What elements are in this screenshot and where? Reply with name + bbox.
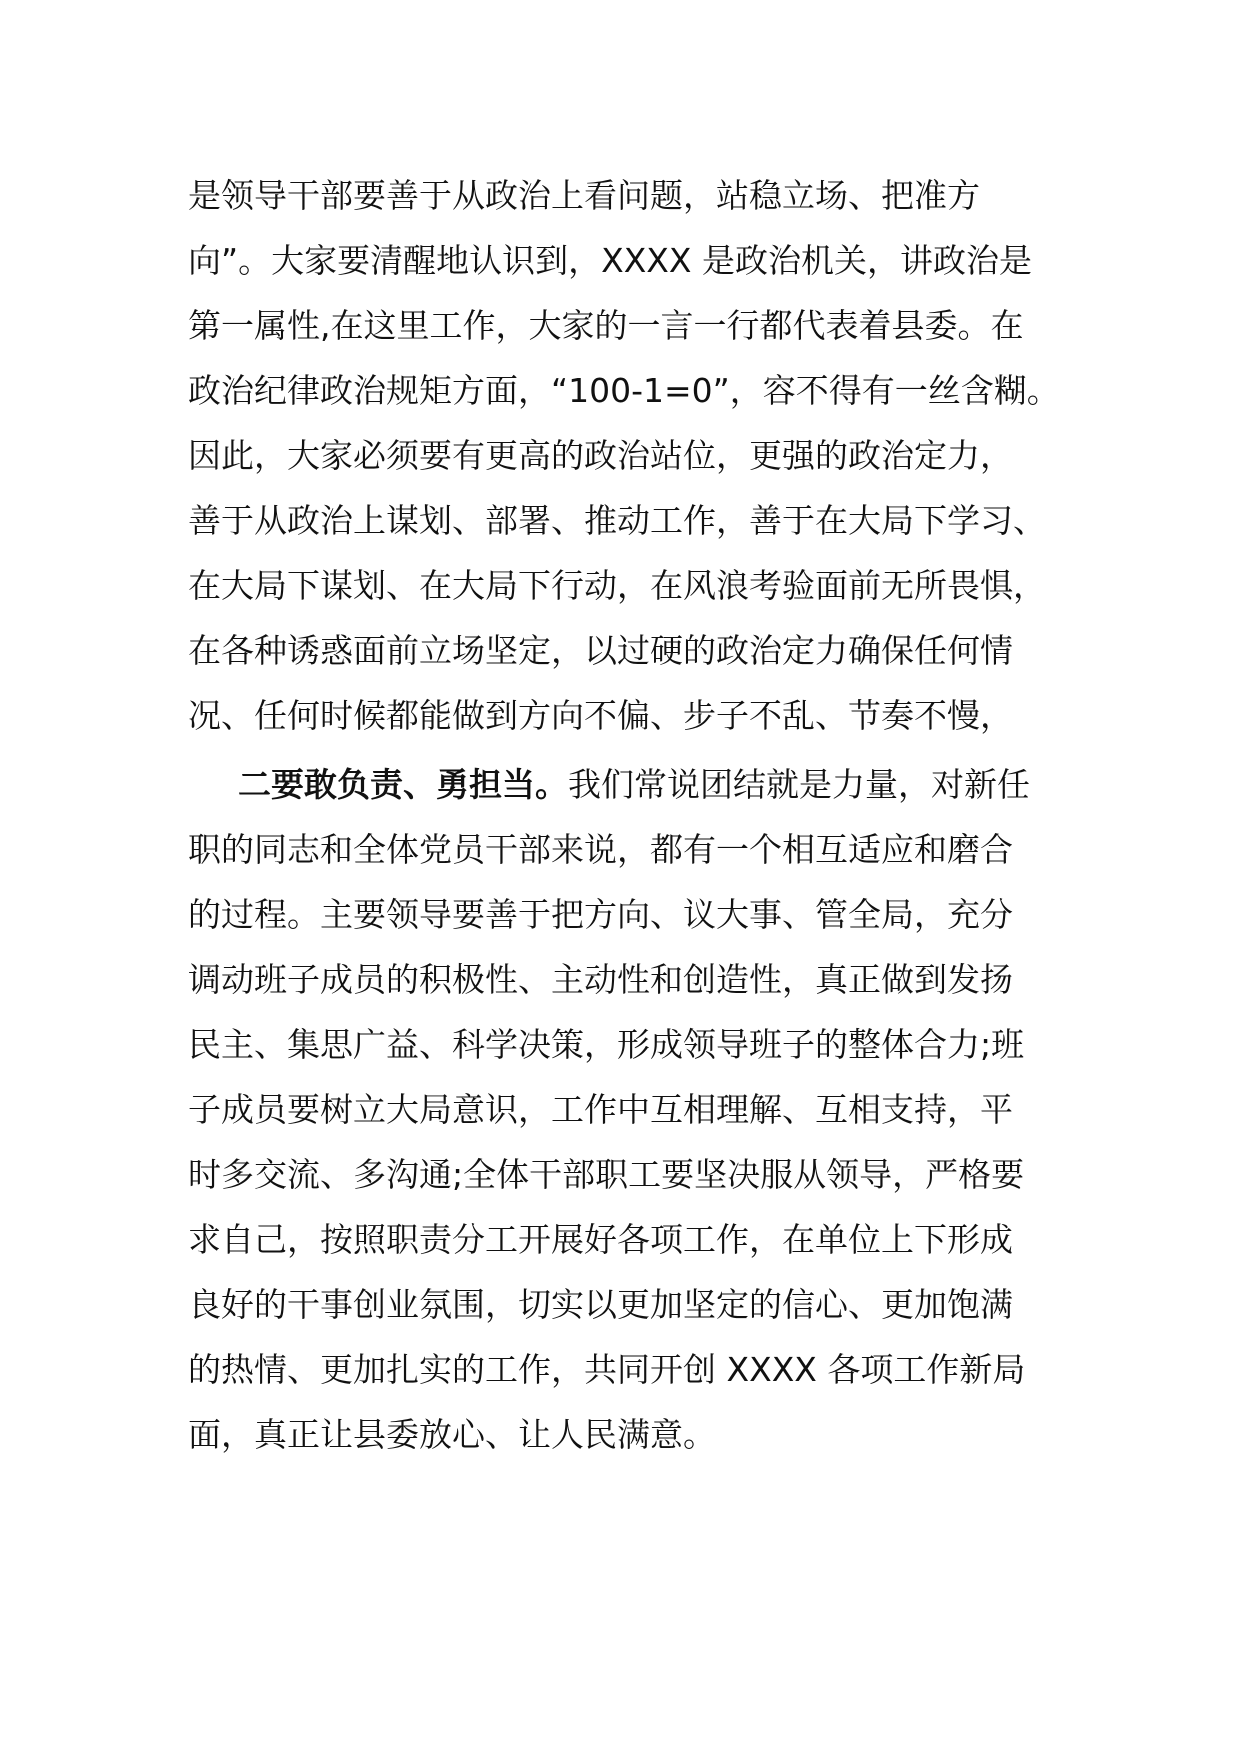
text-line: 在各种诱惑面前立场坚定，以过硬的政治定力确保任何情 — [188, 631, 1013, 670]
text-line: 的热情、更加扎实的工作，共同开创 XXXX 各项工作新局 — [188, 1350, 1026, 1389]
text-line: 子成员要树立大局意识，工作中互相理解、互相支持，平 — [188, 1090, 1013, 1129]
section-lead-heading: 二要敢负责、勇担当。 — [238, 765, 568, 804]
text-line: 在大局下谋划、在大局下行动，在风浪考验面前无所畏惧， — [188, 566, 1046, 605]
text-line: 面，真正让县委放心、让人民满意。 — [188, 1415, 716, 1454]
text-line: 善于从政治上谋划、部署、推动工作，善于在大局下学习、 — [188, 501, 1046, 540]
text-line: 职的同志和全体党员干部来说，都有一个相互适应和磨合 — [188, 830, 1013, 869]
paragraph-first-line — [188, 752, 1088, 817]
text-line: 是领导干部要善于从政治上看问题，站稳立场、把准方 — [188, 176, 980, 215]
paragraph-political-stance — [188, 163, 1088, 748]
text-line: 向”。大家要清醒地认识到，XXXX 是政治机关，讲政治是 — [188, 241, 1033, 280]
text-line: 良好的干事创业氛围，切实以更加坚定的信心、更加饱满 — [188, 1285, 1013, 1324]
text-line: 的过程。主要领导要善于把方向、议大事、管全局，充分 — [188, 895, 1013, 934]
text-line: 民主、集思广益、科学决策，形成领导班子的整体合力;班 — [188, 1025, 1025, 1064]
text-line: 政治纪律政治规矩方面，“100-1=0”，容不得有一丝含糊。 — [188, 371, 1060, 410]
text-line-rest: 我们常说团结就是力量，对新任 — [568, 765, 1030, 804]
text-line: 调动班子成员的积极性、主动性和创造性，真正做到发扬 — [188, 960, 1013, 999]
text-line: 第一属性,在这里工作，大家的一言一行都代表着县委。在 — [188, 306, 1024, 345]
text-line: 求自己，按照职责分工开展好各项工作，在单位上下形成 — [188, 1220, 1013, 1259]
text-line: 因此，大家必须要有更高的政治站位，更强的政治定力， — [188, 436, 1013, 475]
text-line: 况、任何时候都能做到方向不偏、步子不乱、节奏不慢， — [188, 696, 1013, 735]
text-line: 时多交流、多沟通;全体干部职工要坚决服从领导，严格要 — [188, 1155, 1025, 1194]
paragraph-responsibility — [188, 752, 1088, 1467]
